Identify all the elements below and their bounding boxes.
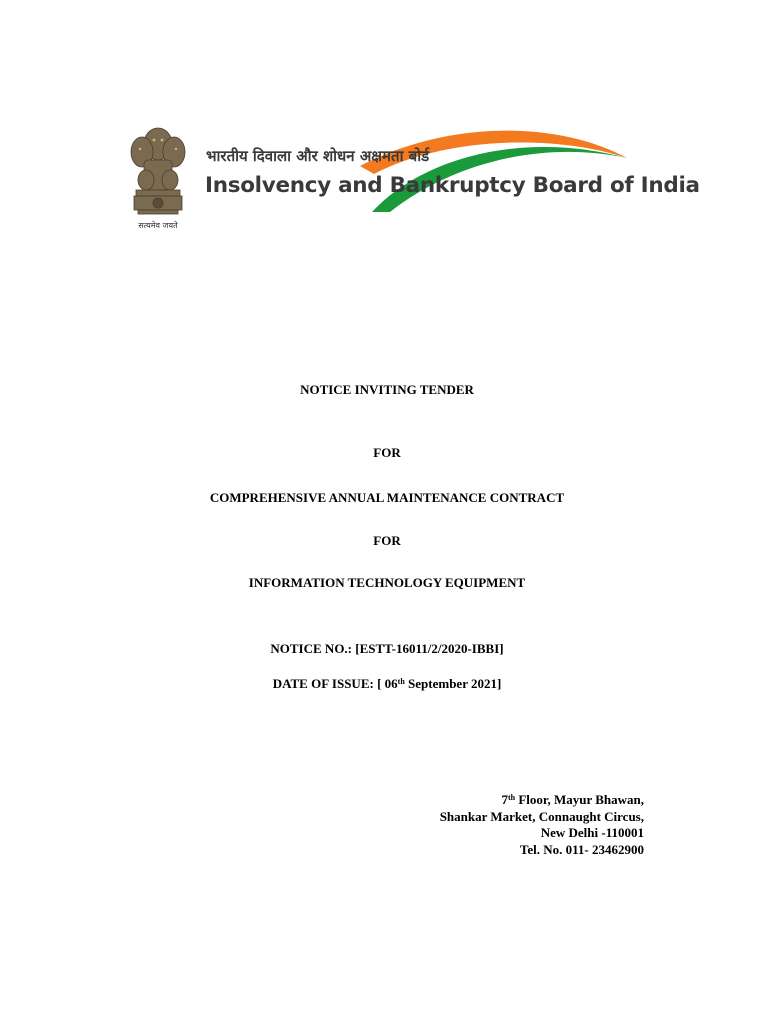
- national-emblem-icon: [122, 122, 194, 238]
- address-line-1: [440, 792, 644, 809]
- for-label-1: FOR: [373, 445, 401, 460]
- notice-number: NOTICE NO.: [ESTT-16011/2/2020-IBBI]: [270, 641, 504, 656]
- date-ordinal-suffix: th: [397, 677, 405, 686]
- for-label-2: FOR: [373, 533, 401, 548]
- floor-ordinal-suffix: th: [507, 793, 516, 802]
- equipment-subject: INFORMATION TECHNOLOGY EQUIPMENT: [248, 575, 526, 590]
- date-of-issue: [2, 676, 770, 692]
- telephone-number: Tel. No. 011- 23462900: [519, 841, 644, 857]
- floor-number: 7: [501, 792, 508, 807]
- org-name-english: Insolvency and Bankruptcy Board of India: [205, 173, 700, 198]
- org-name-hindi: भारतीय दिवाला और शोधन अक्षमता बोर्ड: [206, 147, 430, 165]
- emblem-motto: सत्यमेव जयते: [138, 221, 178, 230]
- document-title: NOTICE INVITING TENDER: [300, 382, 474, 397]
- address-line-1-rest: Floor, Mayur Bhawan,: [515, 792, 644, 807]
- address-line-3: New Delhi -110001: [540, 825, 644, 840]
- contract-subject: COMPREHENSIVE ANNUAL MAINTENANCE CONTRACT: [209, 490, 565, 505]
- date-prefix: DATE OF ISSUE: [ 06: [272, 676, 398, 691]
- date-suffix: September 2021]: [404, 676, 502, 691]
- office-address: [440, 792, 644, 858]
- ibbi-letterhead: [122, 118, 700, 238]
- address-line-2: Shankar Market, Connaught Circus,: [439, 808, 644, 824]
